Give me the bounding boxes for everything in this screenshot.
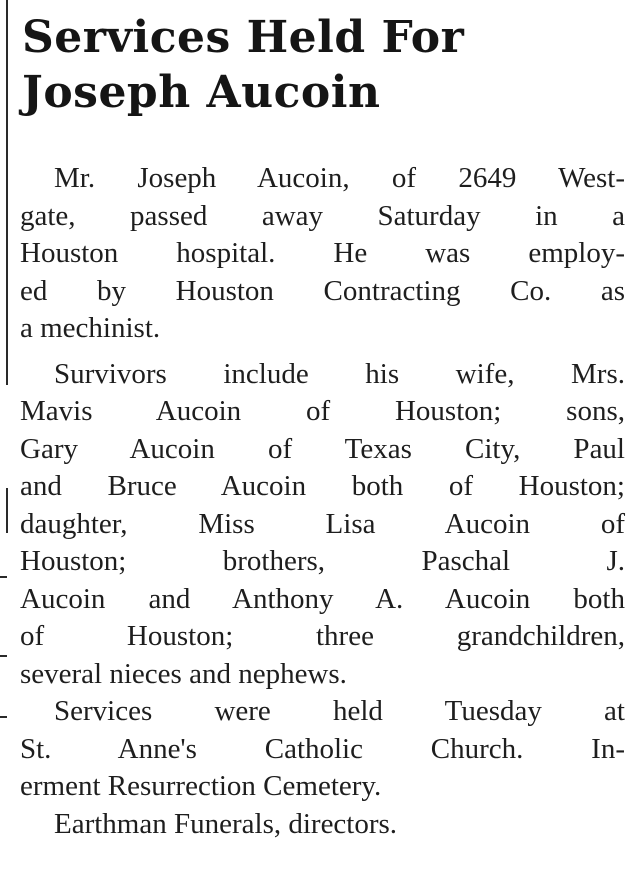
- body-line: several nieces and nephews.: [20, 657, 347, 690]
- body-line: Mr. Joseph Aucoin, of 2649 West-: [54, 162, 625, 194]
- headline-line-2: Joseph Aucoin: [22, 67, 381, 118]
- body-line: Gary Aucoin of Texas City, Paul: [20, 432, 625, 465]
- body-line: Services were held Tuesday at: [54, 695, 625, 727]
- body-line: Houston; brothers, Paschal J.: [20, 545, 625, 577]
- article-headline: [22, 10, 622, 120]
- article-body: [20, 160, 625, 843]
- paragraph-services: [20, 693, 625, 806]
- body-line: erment Resurrection Cemetery.: [20, 770, 382, 802]
- body-line: a mechinist.: [20, 312, 161, 344]
- column-rule-top: [6, 0, 8, 385]
- body-line: ed by Houston Contracting Co. as: [20, 274, 625, 307]
- column-tick-1: [0, 576, 7, 578]
- body-line: St. Anne's Catholic Church. In-: [20, 732, 625, 765]
- body-line: Aucoin and Anthony A. Aucoin both: [20, 582, 625, 615]
- body-line: Houston hospital. He was employ-: [20, 237, 625, 269]
- body-line: and Bruce Aucoin both of Houston;: [20, 470, 625, 502]
- body-line: Mavis Aucoin of Houston; sons,: [20, 395, 625, 427]
- body-line: of Houston; three grandchildren,: [20, 620, 625, 652]
- column-rule-middle: [6, 488, 8, 533]
- body-line: gate, passed away Saturday in a: [20, 199, 625, 232]
- column-tick-3: [0, 716, 7, 718]
- column-tick-2: [0, 655, 7, 657]
- headline-line-1: Services Held For: [22, 12, 465, 63]
- paragraph-directors: [20, 806, 625, 844]
- body-line: daughter, Miss Lisa Aucoin of: [20, 507, 625, 540]
- body-line: Survivors include his wife, Mrs.: [54, 357, 625, 390]
- paragraph-death-notice: [20, 160, 625, 348]
- body-line: Earthman Funerals, directors.: [54, 807, 398, 840]
- paragraph-survivors: [20, 356, 625, 694]
